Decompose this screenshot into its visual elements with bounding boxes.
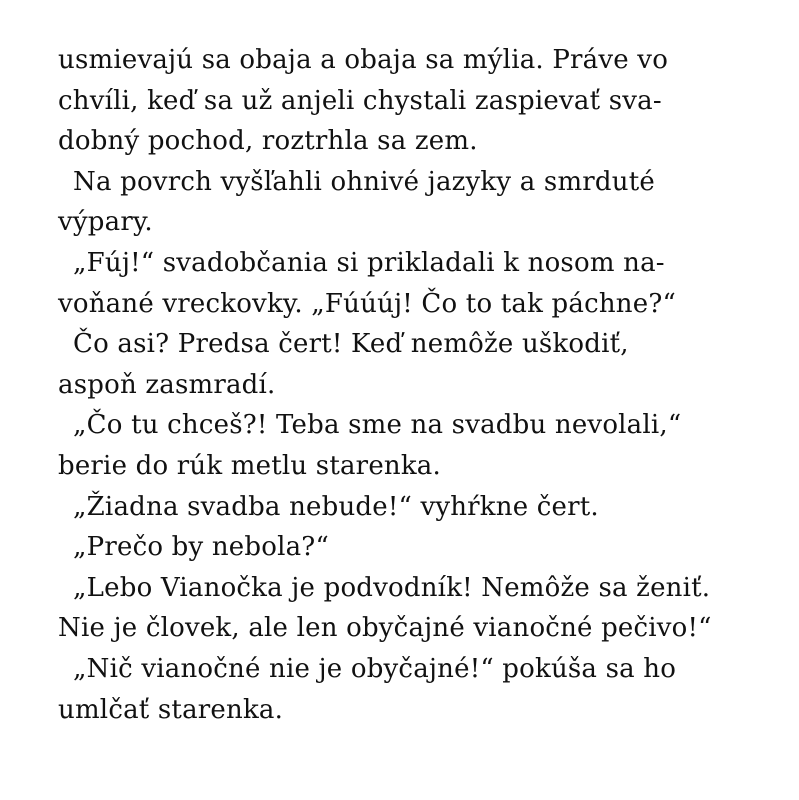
story-text [58, 40, 758, 730]
text-line: umlčať starenka. [58, 694, 284, 725]
text-line: berie do rúk metlu starenka. [58, 450, 441, 481]
paragraph-start-line: „Lebo Vianočka je podvodník! Nemôže sa ženiť. [73, 572, 711, 603]
paragraph-start-line: Na povrch vyšľahli ohnivé jazyky a smrduté [73, 166, 655, 197]
paragraph-start-line: „Prečo by nebola?“ [73, 532, 329, 563]
paragraph-start-line: „Čo tu chceš?! Teba sme na svadbu nevolali,“ [73, 410, 682, 441]
paragraph-start-line: „Fúj!“ svadobčania si prikladali k nosom na- [73, 247, 665, 278]
paragraph-start-line: „Žiadna svadba nebude!“ vyhŕkne čert. [73, 491, 599, 522]
text-line: dobný pochod, roztrhla sa zem. [58, 126, 478, 157]
text-line: Nie je človek, ale len obyčajné vianočné pečivo!“ [58, 613, 712, 644]
text-line: voňané vreckovky. „Fúúúj! Čo to tak páchne?“ [58, 288, 676, 319]
text-line: usmievajú sa obaja a obaja sa mýlia. Práve vo [58, 45, 669, 75]
text-line: výpary. [58, 207, 153, 238]
paragraph-start-line: Čo asi? Predsa čert! Keď nemôže uškodiť, [73, 329, 629, 360]
text-line: aspoň zasmradí. [58, 369, 276, 400]
text-line: chvíli, keď sa už anjeli chystali zaspievať sva- [58, 85, 662, 116]
paragraph-start-line: „Nič vianočné nie je obyčajné!“ pokúša sa ho [73, 653, 677, 684]
